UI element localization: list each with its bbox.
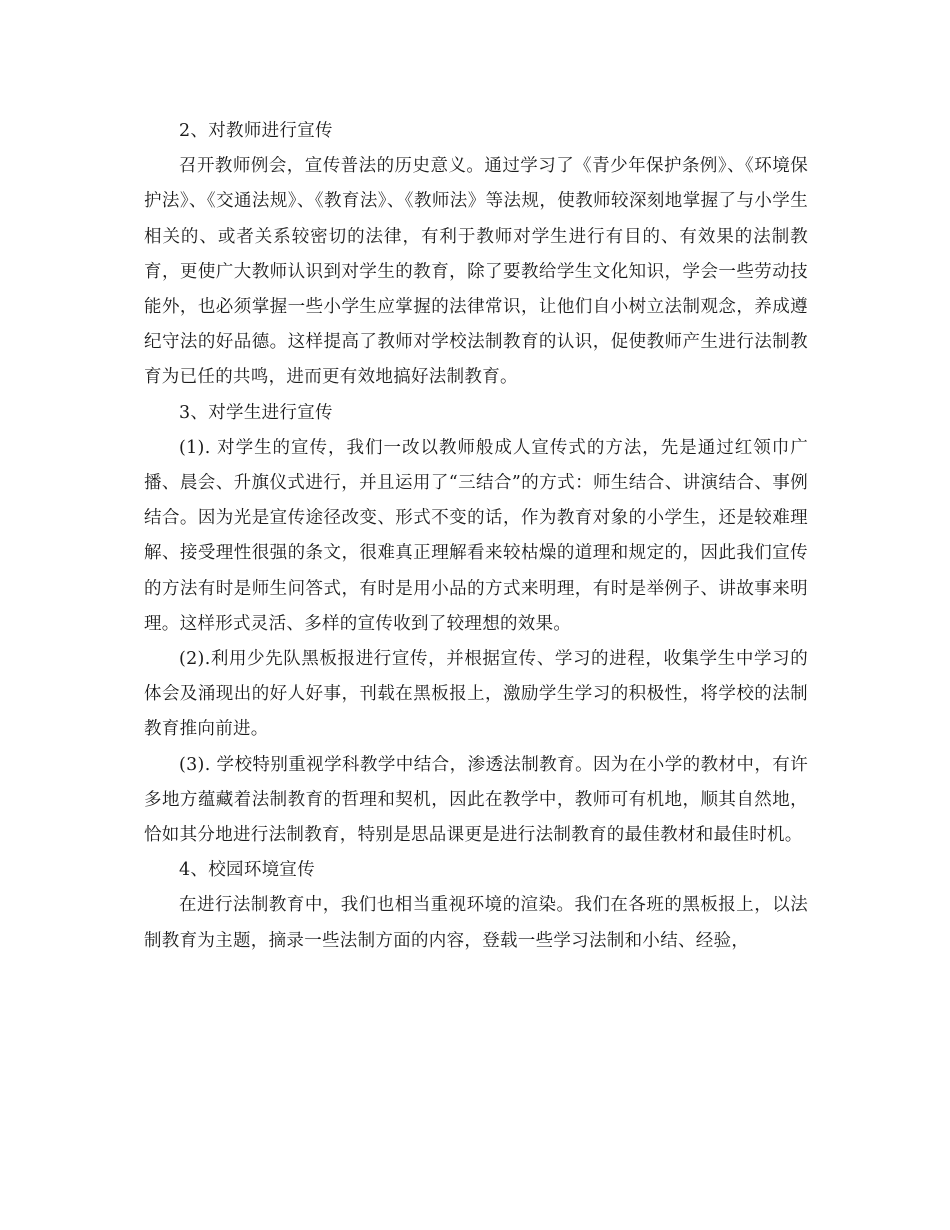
paragraph-students-1: (1). 对学生的宣传，我们一改以教师般成人宣传式的方法，先是通过红领巾广播、晨会、升旗仪式进行，并且运用了“三结合”的方式：师生结合、讲演结合、事例结合。因为光是宣传途径改变、形式不变的话，作为教育对象的小学生，还是较难理解、接受理性很强的条文，很难真正理解看来较枯燥的道理和规定的，因此我们宣传的方法有时是师生问答式，有时是用小品的方式来明理，有时是举例子、讲故事来明理。这样形式灵活、多样的宣传收到了较理想的效果。 — [144, 437, 808, 634]
document-body — [144, 114, 808, 959]
section-heading-campus: 4、校园环境宣传 — [179, 860, 316, 881]
paragraph-campus: 在进行法制教育中，我们也相当重视环境的渲染。我们在各班的黑板报上，以法制教育为主题，摘录一些法制方面的内容，登载一些学习法制和小结、经验， — [144, 895, 808, 951]
paragraph-students-2: (2).利用少先队黑板报进行宣传，并根据宣传、学习的进程，收集学生中学习的体会及涌现出的好人好事，刊载在黑板报上，激励学生学习的积极性，将学校的法制教育推向前进。 — [144, 649, 808, 740]
section-heading-students: 3、对学生进行宣传 — [179, 402, 333, 423]
paragraph-teachers: 召开教师例会，宣传普法的历史意义。通过学习了《青少年保护条例》、《环境保护法》、《交通法规》、《教育法》、《教师法》等法规，使教师较深刻地掌握了与小学生相关的、或者关系较密切的法律，有利于教师对学生进行有目的、有效果的法制教育，更使广大教师认识到对学生的教育，除了要教给学生文化知识，学会一些劳动技能外，也必须掌握一些小学生应掌握的法律常识，让他们自小树立法制观念，养成遵纪守法的好品德。这样提高了教师对学校法制教育的认识，促使教师产生进行法制教育为已任的共鸣，进而更有效地搞好法制教育。 — [144, 156, 808, 388]
paragraph-students-3: (3). 学校特别重视学科教学中结合，渗透法制教育。因为在小学的教材中，有许多地方蕴藏着法制教育的哲理和契机，因此在教学中，教师可有机地，顺其自然地，恰如其分地进行法制教育，特别是思品课更是进行法制教育的最佳教材和最佳时机。 — [144, 754, 808, 846]
section-heading-teachers: 2、对教师进行宣传 — [179, 121, 333, 141]
